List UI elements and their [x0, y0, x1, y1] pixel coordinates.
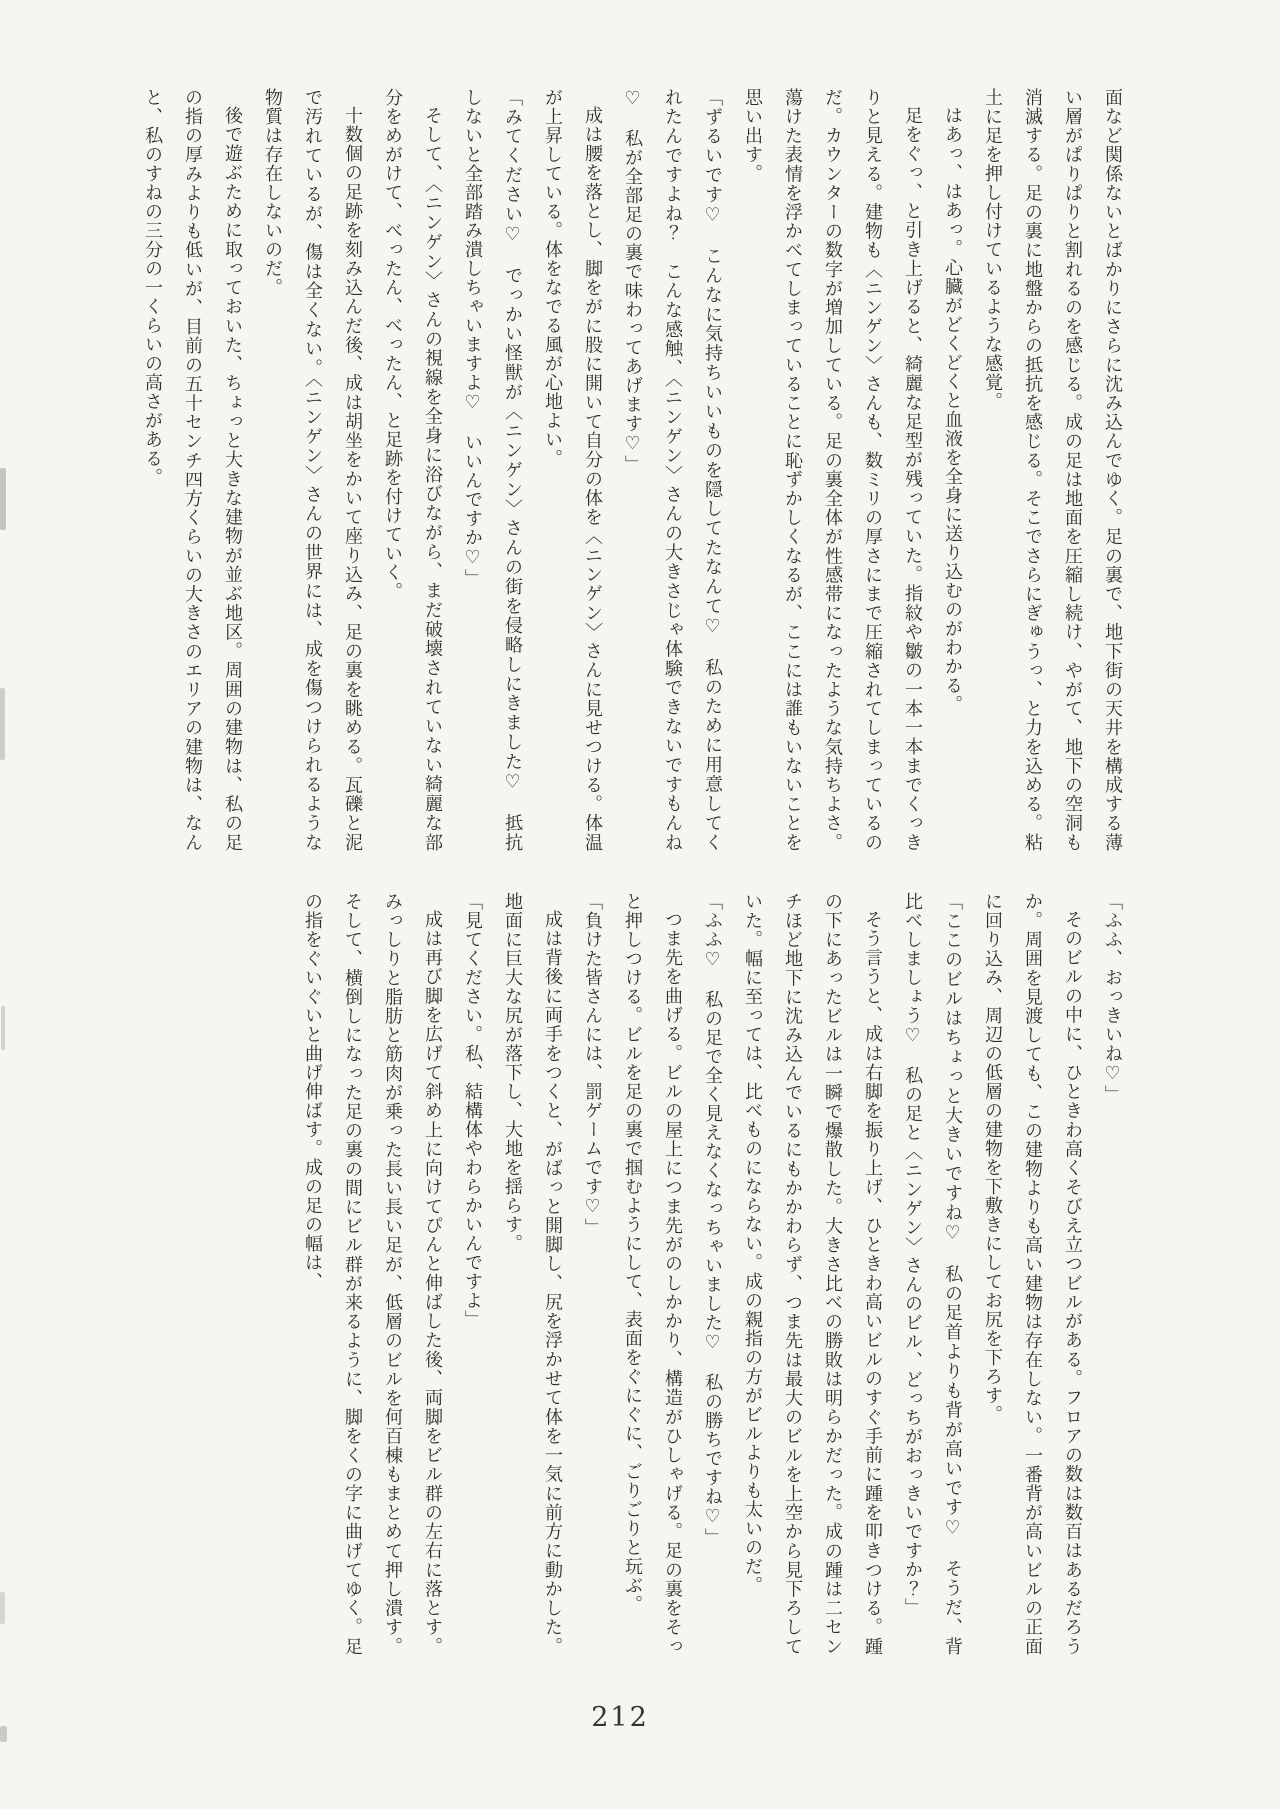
scan-artifact [0, 1592, 5, 1624]
scan-artifact [1, 1006, 5, 1050]
paragraph-dialogue: 「ふふ♡ 私の足で全く見えなくなっちゃいました♡ 私の勝ちですね♡」 [702, 892, 723, 1547]
paragraph-dialogue: 「ふふ、おっきいね♡」 [1102, 892, 1123, 1104]
paragraph: そのビルの中に、ひときわ高くそびえ立つビルがある。フロアの数は数百はあるだろうか。周囲を見渡しても、この建物よりも高い建物は存在しない。一番背が高いビルの正面に回り込み、周辺の低層の建物を下敷きにしてお尻を下ろす。 [982, 892, 1083, 1656]
paragraph: 成は再び脚を広げて斜め上に向けてぴんと伸ばした後、両脚をビル群の左右に落とす。みっしりと脂肪と筋肉が乗った長い長い足が、低層のビルを何百棟もまとめて押し潰す。そして、横倒しになった足の裏の間にビル群が来るように、脚をくの字に曲げてゆく。足の指をぐいぐいと曲げ伸ばす。成の足の幅は、 [302, 892, 443, 1657]
scan-artifact [0, 468, 6, 530]
paragraph: そして、〈ニンゲン〉さんの視線を全身に浴びながら、まだ破壊されていない綺麗な部分をめがけて、べったん、べったん、と足跡を付けていく。 [382, 88, 443, 852]
paragraph: 後で遊ぶために取っておいた、ちょっと大きな建物が並ぶ地区。周囲の建物は、私の足の指の厚みよりも低いが、目前の五十センチ四方くらいの大きさのエリアの建物は、なんと、私のすねの三分の一くらいの高さがある。 [142, 88, 243, 853]
paragraph: はあっ、はあっ。心臓がどくどくと血液を全身に送り込むのがわかる。 [942, 106, 963, 714]
paragraph-dialogue: 「みてください♡ でっかい怪獣が〈ニンゲン〉さんの街を侵略しにきました♡ 抵抗しないと全部踏み潰しちゃいますよ♡ いいんですか♡」 [462, 88, 523, 852]
paragraph: 面など関係ないとばかりにさらに沈み込んでゆく。足の裏で、地下街の天井を構成する薄い層がぱりぱりと割れるのを感じる。成の足は地面を圧縮し続け、やがて、地下の空洞も消滅する。足の裏に地盤からの抵抗を感じる。そこでさらにぎゅうっ、と力を込める。粘土に足を押し付けているような感覚。 [982, 88, 1123, 852]
lower-text-block [292, 892, 1132, 1656]
paragraph: 成は腰を落とし、脚をがに股に開いて自分の体を〈ニンゲン〉さんに見せつける。体温が上昇している。体をなでる風が心地よい。 [542, 88, 603, 852]
paragraph: 成は背後に両手をつくと、がばっと開脚し、尻を浮かせて体を一気に前方に動かした。地面に巨大な尻が落下し、大地を揺らす。 [502, 892, 563, 1657]
upper-text-block [132, 88, 1132, 852]
paragraph-dialogue: 「見てください。私、結構体やわらかいんですよ」 [462, 892, 483, 1329]
paragraph-dialogue: 「ずるいです♡ こんなに気持ちいいものを隠してたなんて♡ 私のために用意してくれたんですよね？ こんな感触、〈ニンゲン〉さんの大きさじゃ体験できないですもんね♡ 私が全部足の裏で味わってあげます♡」 [622, 88, 723, 853]
paragraph: 足をぐっ、と引き上げると、綺麗な足型が残っていた。指紋や皺の一本一本までくっきりと見える。建物も〈ニンゲン〉さんも、数ミリの厚さにまで圧縮されてしまっているのだ。カウンターの数字が増加している。足の裏全体が性感帯になったような気持ちよさ。蕩けた表情を浮かべてしまっていることに恥ずかしくなるが、ここには誰もいないことを思い出す。 [742, 88, 923, 853]
paragraph: そう言うと、成は右脚を振り上げ、ひときわ高いビルのすぐ手前に踵を叩きつける。踵の下にあったビルは一瞬で爆散した。大きさ比べの勝敗は明らかだった。成の踵は二センチほど地下に沈み込んでいるにもかかわらず、つま先は最大のビルを上空から見下ろしていた。幅に至っては、比べものにならない。成の親指の方がビルよりも太いのだ。 [742, 892, 883, 1657]
paragraph-dialogue: 「負けた皆さんには、罰ゲームです♡」 [582, 892, 603, 1237]
paragraph: 十数個の足跡を刻み込んだ後、成は胡坐をかいて座り込み、足の裏を眺める。瓦礫と泥で汚れているが、傷は全くない。〈ニンゲン〉さんの世界には、成を傷つけられるような物質は存在しないのだ。 [262, 88, 363, 853]
page-number: 212 [591, 1702, 649, 1733]
paragraph: つま先を曲げる。ビルの屋上につま先がのしかかり、構造がひしゃげる。足の裏をそっと押しつける。ビルを足の裏で掴むようにして、表面をぐにぐに、ごりごりと玩ぶ。 [622, 892, 683, 1657]
scan-artifact [0, 688, 5, 760]
paragraph-dialogue: 「ここのビルはちょっと大きいですね♡ 私の足首よりも背が高いです♡ そうだ、背比べしましょう♡ 私の足と〈ニンゲン〉さんのビル、どっちがおっきいですか？」 [902, 892, 963, 1656]
